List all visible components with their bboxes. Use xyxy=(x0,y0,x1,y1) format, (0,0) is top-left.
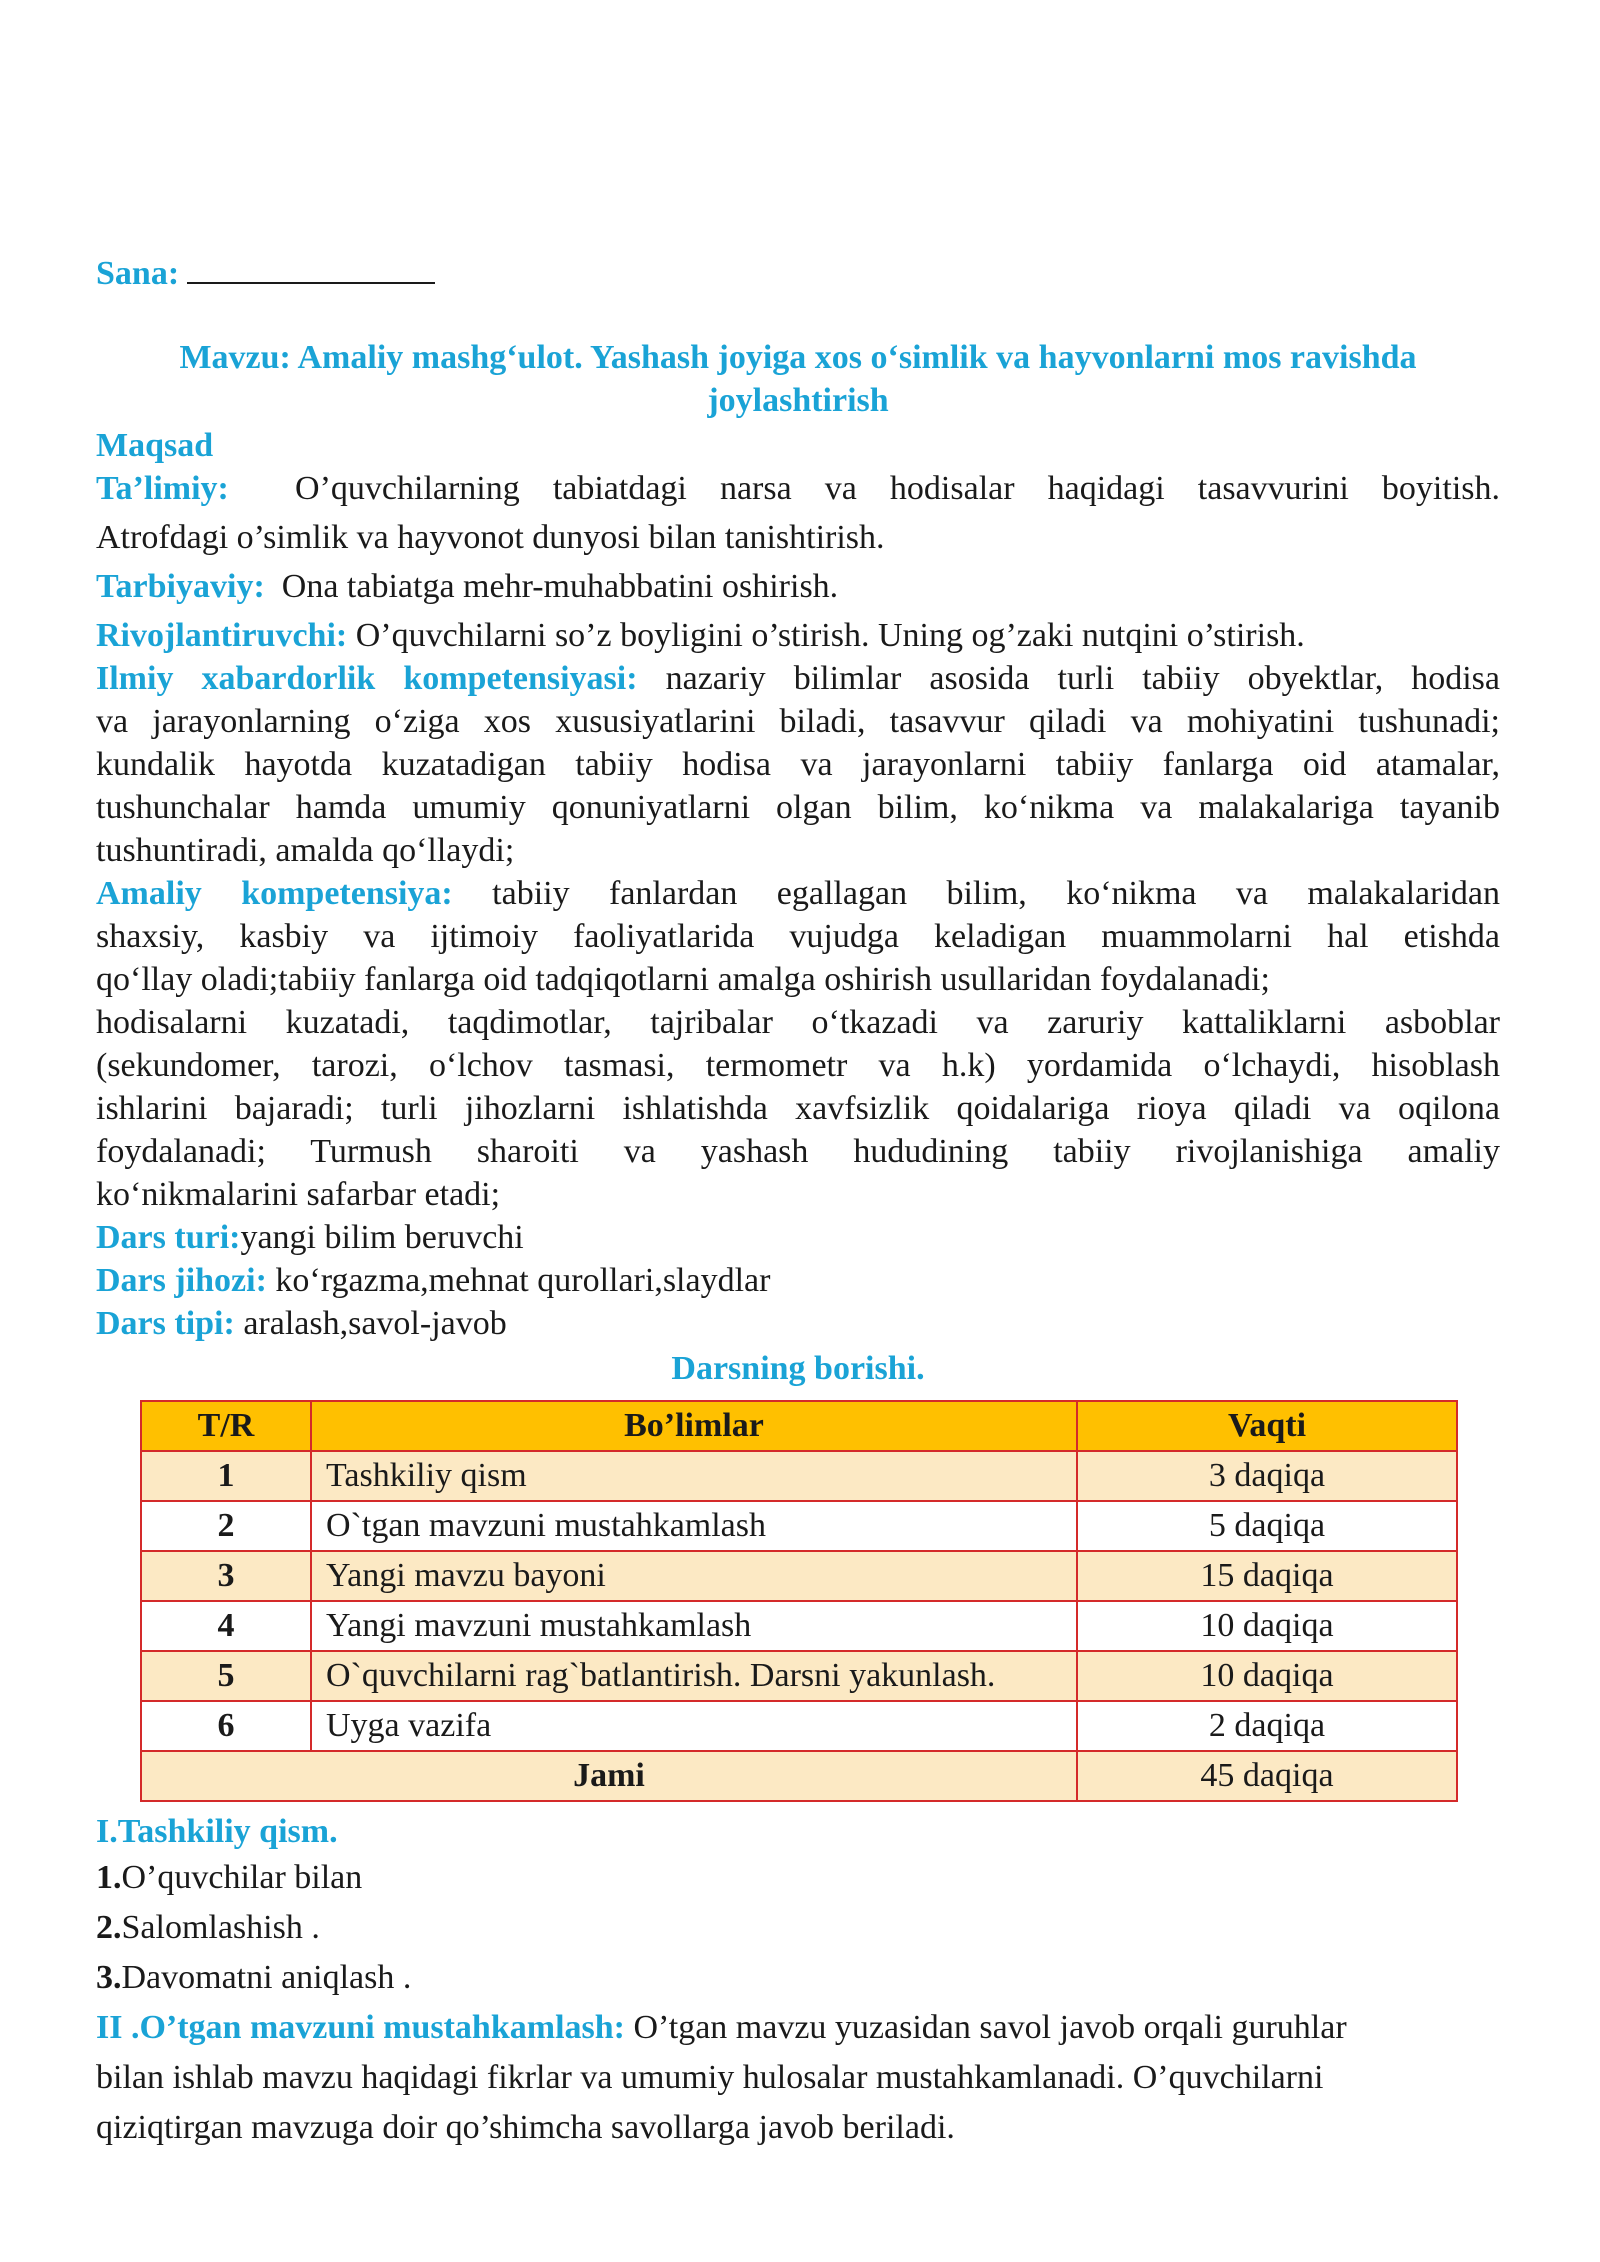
goal-heading: Maqsad xyxy=(96,427,214,464)
science-competence-text-3: kundalik hayotda kuzatadigan tabiiy hodisa va jarayonlarni tabiiy fanlarga oid atamalar, xyxy=(96,746,1500,783)
science-competence-text-5: tushuntiradi, amalda qo‘llaydi; xyxy=(96,832,515,869)
science-competence-text-2: va jarayonlarning o‘ziga xos xususiyatlarini biladi, tasavvur qiladi va mohiyatini tushunadi; xyxy=(96,703,1500,740)
date-label: Sana: xyxy=(96,255,180,292)
topic-line-2: joylashtirish xyxy=(707,382,889,419)
educational-text-1: O’quvchilarning tabiatdagi narsa va hodisalar haqidagi tasavvurini boyitish. xyxy=(295,470,1501,507)
science-competence-line-1 xyxy=(96,657,1500,700)
row-time: 10 daqiqa xyxy=(1077,1601,1457,1651)
organizational-heading: I.Tashkiliy qism. xyxy=(96,1813,338,1850)
developmental-label: Rivojlantiruvchi: xyxy=(96,617,348,654)
table-total-row xyxy=(141,1751,1457,1801)
table-row xyxy=(141,1551,1457,1601)
lesson-objectives xyxy=(96,424,1500,1390)
practical-competence-label: Amaliy kompetensiya: xyxy=(96,875,453,912)
table-row xyxy=(141,1501,1457,1551)
row-section: Uyga vazifa xyxy=(311,1701,1077,1751)
lesson-kind-label: Dars tipi: xyxy=(96,1305,235,1342)
practical-competence-text-4: hodisalarni kuzatadi, taqdimotlar, tajribalar o‘tkazadi va zaruriy kattaliklarni asboblar xyxy=(96,1004,1500,1041)
review-text-3: qiziqtirgan mavzuga doir qo’shimcha savollarga javob beriladi. xyxy=(96,2109,955,2146)
practical-competence-text-6: ishlarini bajaradi; turli jihozlarni ishlatishda xavfsizlik qoidalariga rioya qiladi va oqilona xyxy=(96,1090,1500,1127)
row-time: 2 daqiqa xyxy=(1077,1701,1457,1751)
list-item-number: 2. xyxy=(96,1909,122,1946)
science-competence-text-4: tushunchalar hamda umumiy qonuniyatlarni olgan bilim, ko‘nikma va malakalariga tayanib xyxy=(96,789,1500,826)
header-sections: Bo’limlar xyxy=(311,1401,1077,1451)
lesson-equipment-label: Dars jihozi: xyxy=(96,1262,267,1299)
row-time: 3 daqiqa xyxy=(1077,1451,1457,1501)
developmental-goal xyxy=(96,614,1500,657)
date-blank[interactable] xyxy=(187,252,435,284)
lesson-equipment xyxy=(96,1259,1500,1302)
upbringing-goal xyxy=(96,565,1500,608)
table-row xyxy=(141,1651,1457,1701)
practical-competence-text-1: tabiiy fanlardan egallagan bilim, ko‘nikma va malakalaridan xyxy=(492,875,1500,912)
science-competence-label: Ilmiy xabardorlik kompetensiyasi: xyxy=(96,660,638,697)
row-number: 5 xyxy=(141,1651,311,1701)
developmental-text: O’quvchilarni so’z boyligini o’stirish. Uning og’zaki nutqini o’stirish. xyxy=(355,617,1305,654)
lesson-equipment-value: ko‘rgazma,mehnat qurollari,slaydlar xyxy=(275,1262,771,1299)
row-time: 10 daqiqa xyxy=(1077,1651,1457,1701)
educational-goal xyxy=(96,467,1500,510)
row-number: 6 xyxy=(141,1701,311,1751)
header-time: Vaqti xyxy=(1077,1401,1457,1451)
row-section: Tashkiliy qism xyxy=(311,1451,1077,1501)
topic-heading xyxy=(96,336,1500,422)
date-line xyxy=(96,252,435,293)
row-number: 3 xyxy=(141,1551,311,1601)
lesson-type-label: Dars turi: xyxy=(96,1219,241,1256)
list-item-text: Davomatni aniqlash . xyxy=(121,1959,412,1996)
lesson-type-value: yangi bilim beruvchi xyxy=(240,1219,524,1256)
list-item xyxy=(96,1903,1500,1953)
lesson-stages xyxy=(96,1810,1500,2153)
upbringing-label: Tarbiyaviy: xyxy=(96,568,265,605)
lesson-flow-heading: Darsning borishi. xyxy=(671,1350,925,1387)
review-section xyxy=(96,2003,1500,2053)
practical-competence-line-1 xyxy=(96,872,1500,915)
lesson-type xyxy=(96,1216,1500,1259)
row-section: O`quvchilarni rag`batlantirish. Darsni yakunlash. xyxy=(311,1651,1077,1701)
row-number: 1 xyxy=(141,1451,311,1501)
lesson-kind-value: aralash,savol-javob xyxy=(243,1305,507,1342)
row-section: Yangi mavzu bayoni xyxy=(311,1551,1077,1601)
total-label: Jami xyxy=(141,1751,1077,1801)
table-row xyxy=(141,1601,1457,1651)
practical-competence-text-5: (sekundomer, tarozi, o‘lchov tasmasi, termometr va h.k) yordamida o‘lchaydi, hisoblash xyxy=(96,1047,1500,1084)
table-header-row xyxy=(141,1401,1457,1451)
row-section: Yangi mavzuni mustahkamlash xyxy=(311,1601,1077,1651)
lesson-kind xyxy=(96,1302,1500,1345)
practical-competence-text-7: foydalanadi; Turmush sharoiti va yashash hududining tabiiy rivojlanishiga amaliy xyxy=(96,1133,1500,1170)
list-item xyxy=(96,1853,1500,1903)
list-item xyxy=(96,1953,1500,2003)
practical-competence-text-2: shaxsiy, kasbiy va ijtimoiy faoliyatlarida vujudga keladigan muammolarni hal etishda xyxy=(96,918,1500,955)
header-number: T/R xyxy=(141,1401,311,1451)
topic-line-1: Mavzu: Amaliy mashg‘ulot. Yashash joyiga xos o‘simlik va hayvonlarni mos ravishda xyxy=(179,339,1417,376)
review-label: II .O’tgan mavzuni mustahkamlash: xyxy=(96,2009,625,2046)
list-item-text: O’quvchilar bilan xyxy=(121,1859,363,1896)
table-row xyxy=(141,1701,1457,1751)
list-item-number: 3. xyxy=(96,1959,122,1996)
row-section: O`tgan mavzuni mustahkamlash xyxy=(311,1501,1077,1551)
row-number: 4 xyxy=(141,1601,311,1651)
educational-text-2: Atrofdagi o’simlik va hayvonot dunyosi bilan tanishtirish. xyxy=(96,519,885,556)
upbringing-text: Ona tabiatga mehr-muhabbatini oshirish. xyxy=(281,568,839,605)
review-text-2: bilan ishlab mavzu haqidagi fikrlar va umumiy hulosalar mustahkamlanadi. O’quvchilarni xyxy=(96,2059,1324,2096)
practical-competence-text-8: ko‘nikmalarini safarbar etadi; xyxy=(96,1176,501,1213)
practical-competence-text-3: qo‘llay oladi;tabiiy fanlarga oid tadqiqotlarni amalga oshirish usullaridan foydalanadi; xyxy=(96,961,1270,998)
table-row xyxy=(141,1451,1457,1501)
row-time: 15 daqiqa xyxy=(1077,1551,1457,1601)
review-text-1: O’tgan mavzu yuzasidan savol javob orqali guruhlar xyxy=(633,2009,1347,2046)
science-competence-text-1: nazariy bilimlar asosida turli tabiiy obyektlar, hodisa xyxy=(665,660,1501,697)
list-item-text: Salomlashish . xyxy=(121,1909,320,1946)
row-time: 5 daqiqa xyxy=(1077,1501,1457,1551)
row-number: 2 xyxy=(141,1501,311,1551)
list-item-number: 1. xyxy=(96,1859,122,1896)
educational-label: Ta’limiy: xyxy=(96,470,229,507)
total-time: 45 daqiqa xyxy=(1077,1751,1457,1801)
lesson-plan-table xyxy=(140,1400,1458,1802)
